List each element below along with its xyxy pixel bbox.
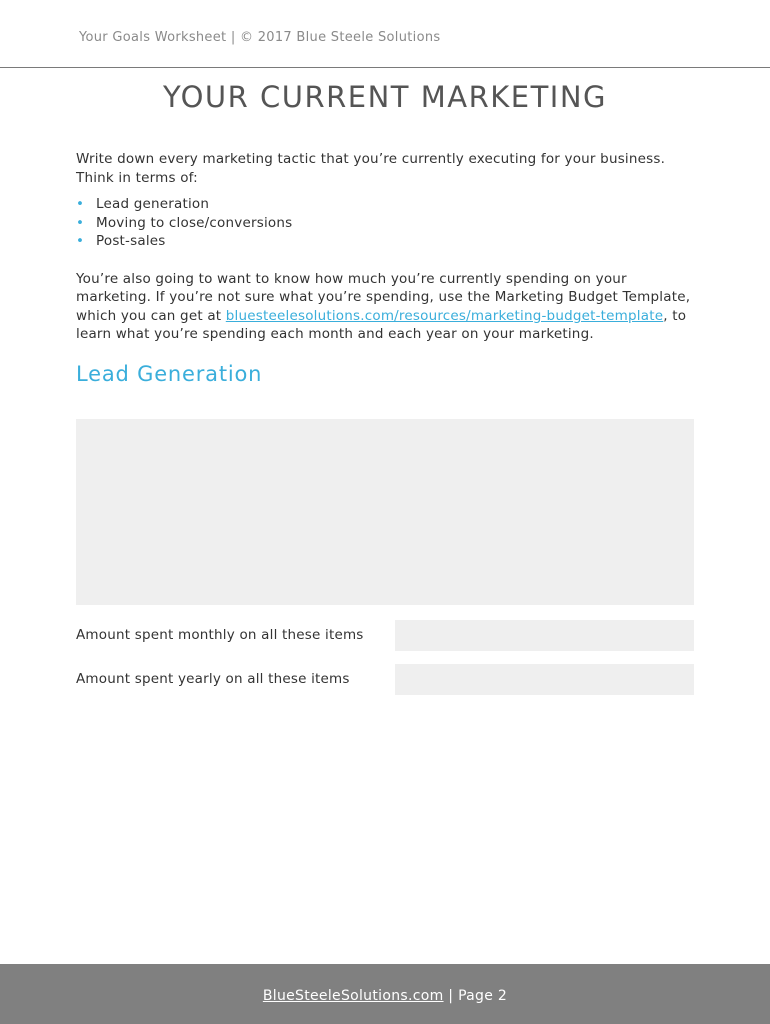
budget-paragraph <box>76 270 696 344</box>
footer-page-number: Page 2 <box>458 988 508 1004</box>
monthly-amount-field[interactable] <box>395 620 694 651</box>
budget-text-before-link: You’re also going to want to know how much you’re currently spending on your marketing. If you’re not sure what you’re spending, use the Marketing Budget Template, which you can get at <box>76 270 691 324</box>
tactic-list <box>76 195 696 251</box>
footer-text <box>0 988 770 1004</box>
bullet-icon: • <box>76 196 85 212</box>
footer-separator: | <box>443 988 459 1004</box>
monthly-amount-label: Amount spent monthly on all these items <box>76 627 364 643</box>
footer-website-link[interactable]: BlueSteeleSolutions.com <box>262 988 444 1004</box>
list-item <box>76 232 696 251</box>
list-item-label: Moving to close/conversions <box>96 214 293 231</box>
yearly-amount-field[interactable] <box>395 664 694 695</box>
list-item-label: Lead generation <box>96 196 210 212</box>
page-title: YOUR CURRENT MARKETING <box>162 80 608 114</box>
lead-generation-heading: Lead Generation <box>76 361 263 386</box>
bullet-icon: • <box>76 214 85 231</box>
page-footer <box>0 964 770 1024</box>
yearly-amount-label: Amount spent yearly on all these items <box>76 671 350 687</box>
intro-text: Write down every marketing tactic that you’re currently executing for your business. Think in terms of: <box>76 151 666 186</box>
budget-template-link[interactable]: bluesteelesolutions.com/resources/marketing-budget-template <box>225 307 664 324</box>
intro-section <box>76 150 696 251</box>
bullet-icon: • <box>76 233 85 249</box>
budget-text-after-link: , to learn what you’re spending each month and each year on your marketing. <box>76 307 687 342</box>
list-item <box>76 214 696 233</box>
header-divider <box>0 67 770 68</box>
main-content <box>76 150 696 388</box>
list-item-label: Post-sales <box>96 233 166 249</box>
lead-generation-textarea[interactable] <box>76 419 694 605</box>
page-header: Your Goals Worksheet | © 2017 Blue Steele Solutions <box>79 30 441 45</box>
list-item <box>76 195 696 214</box>
